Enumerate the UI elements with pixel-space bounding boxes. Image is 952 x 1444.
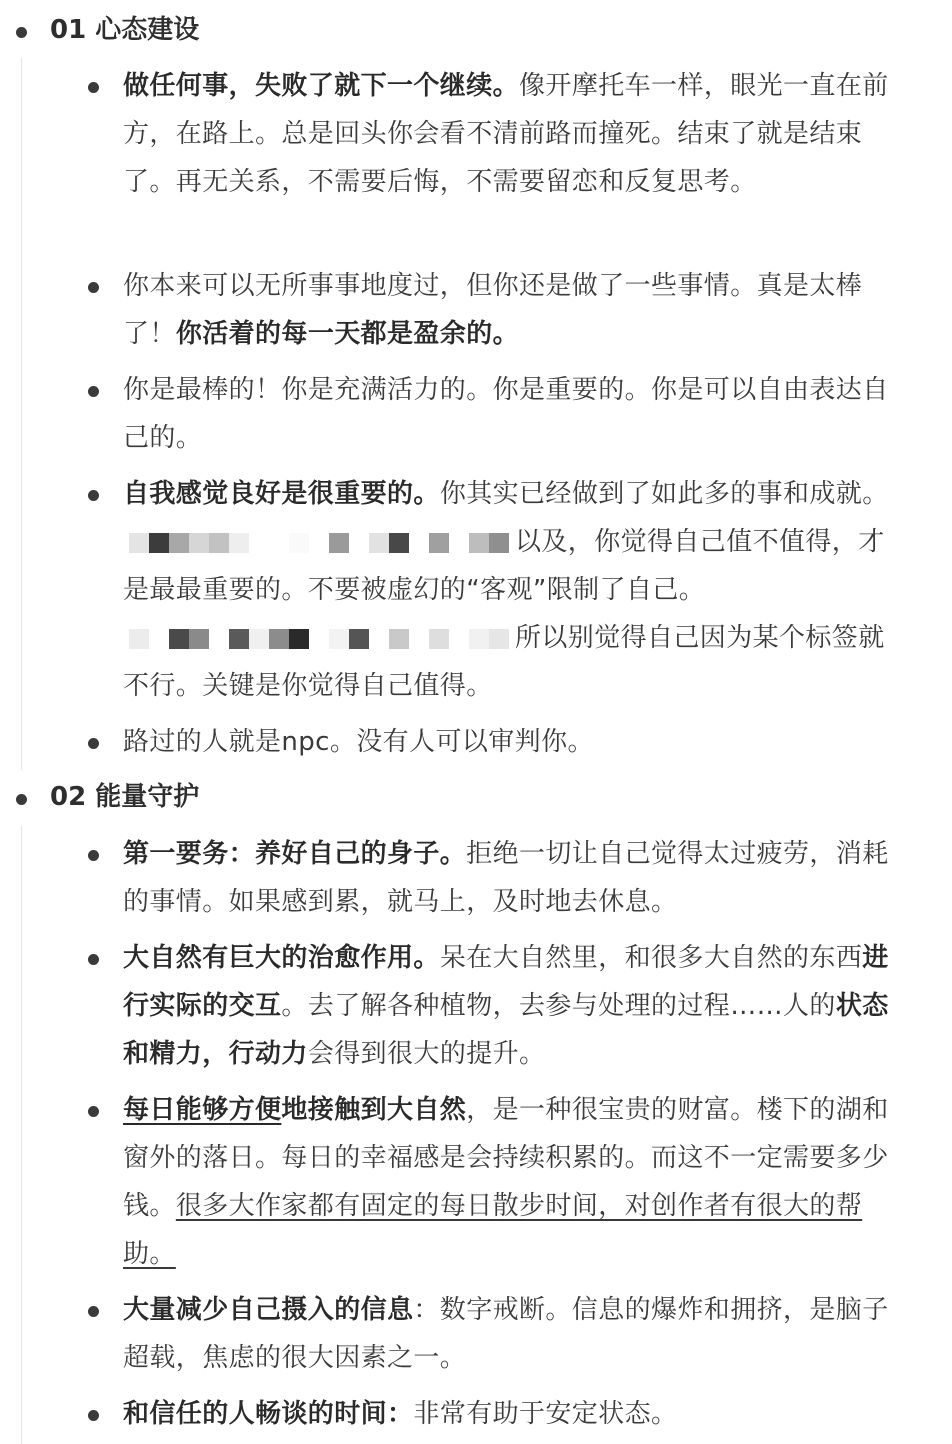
item-bullet-icon[interactable]: [88, 738, 99, 749]
bold-text: 状态和精力，行动力: [123, 991, 889, 1069]
text: ：数字戒断。信息的爆炸和拥挤，是脑子超载，焦虑的很大因素之一。: [123, 1295, 889, 1373]
text: 你本来可以无所事事地度过，但你还是做了一些事情。真是太棒了！: [123, 271, 863, 349]
item-bullet-icon[interactable]: [88, 490, 99, 501]
item-text: [123, 1286, 903, 1382]
item-bullet-icon[interactable]: [88, 282, 99, 293]
item-bullet-icon[interactable]: [88, 386, 99, 397]
item-bullet-icon[interactable]: [88, 82, 99, 93]
text: 你是最棒的！你是充满活力的。你是重要的。你是可以自由表达自己的。: [123, 375, 889, 453]
bold-text: 地接触到大自然: [281, 1095, 467, 1125]
item-text: [123, 934, 903, 1078]
indent-guide: [21, 58, 22, 770]
text: 非常有助于安定状态。: [413, 1399, 678, 1429]
section-title: 01 心态建设: [50, 15, 200, 45]
item-text: [123, 830, 903, 926]
bold-text: 大自然有巨大的治愈作用。: [123, 943, 440, 973]
bold-text: 做任何事，失败了就下一个继续。: [123, 71, 520, 101]
item-bullet-icon[interactable]: [88, 954, 99, 965]
item-text: [123, 1390, 903, 1438]
text: 拒绝一切让自己觉得太过疲劳，消耗的事情。如果感到累，就马上，及时地去休息。: [123, 839, 889, 917]
section-bullet-icon[interactable]: [16, 27, 27, 38]
bold-text: 你活着的每一天都是盈余的。: [175, 319, 520, 349]
bold-text: 第一要务：养好自己的身子。: [123, 839, 467, 869]
underlined-text: 很多大作家都有固定的每日散步时间，对创作者有很大的帮助。: [123, 1191, 863, 1269]
bold-text: 和信任的人畅谈的时间：: [123, 1399, 414, 1429]
item-bullet-icon[interactable]: [88, 1106, 99, 1117]
item-text: [123, 366, 903, 462]
text: 会得到很大的提升。: [307, 1039, 546, 1069]
section-title: 02 能量守护: [50, 782, 200, 812]
bold-underlined-text: 每日能够方便: [123, 1095, 282, 1125]
text: 你其实已经做到了如此多的事和成就。: [439, 479, 889, 509]
bold-text: 自我感觉良好是很重要的。: [123, 479, 440, 509]
text: 所以别觉得自己因为某个标签就不行。关键是你觉得自己值得。: [123, 623, 885, 701]
item-text: [123, 1086, 903, 1278]
text: 。去了解各种植物，去参与处理的过程……人的: [281, 991, 836, 1021]
item-bullet-icon[interactable]: [88, 1410, 99, 1421]
item-text: [123, 470, 903, 710]
text: ，是一种很宝贵的财富。楼下的湖和窗外的落日。每日的幸福感是会持续积累的。而这不一定需要多少钱。: [123, 1095, 889, 1221]
item-text: [123, 718, 903, 766]
item-bullet-icon[interactable]: [88, 850, 99, 861]
item-bullet-icon[interactable]: [88, 1306, 99, 1317]
redacted-mosaic: [129, 629, 509, 649]
text: 以及，你觉得自己值不值得，才是最最重要的。不要被虚幻的“客观”限制了自己。: [123, 527, 885, 605]
section-bullet-icon[interactable]: [16, 794, 27, 805]
bold-text: 大量减少自己摄入的信息: [123, 1295, 414, 1325]
redacted-mosaic: [129, 533, 509, 553]
indent-guide: [21, 826, 22, 1444]
item-text: [123, 62, 903, 206]
bold-text: 进行实际的交互: [123, 943, 889, 1021]
text: 路过的人就是npc。没有人可以审判你。: [123, 727, 594, 757]
text: 像开摩托车一样，眼光一直在前方，在路上。总是回头你会看不清前路而撞死。结束了就是结束了。再无关系，不需要后悔，不需要留恋和反复思考。: [123, 71, 889, 197]
text: 呆在大自然里，和很多大自然的东西: [439, 943, 863, 973]
item-text: [123, 262, 903, 358]
